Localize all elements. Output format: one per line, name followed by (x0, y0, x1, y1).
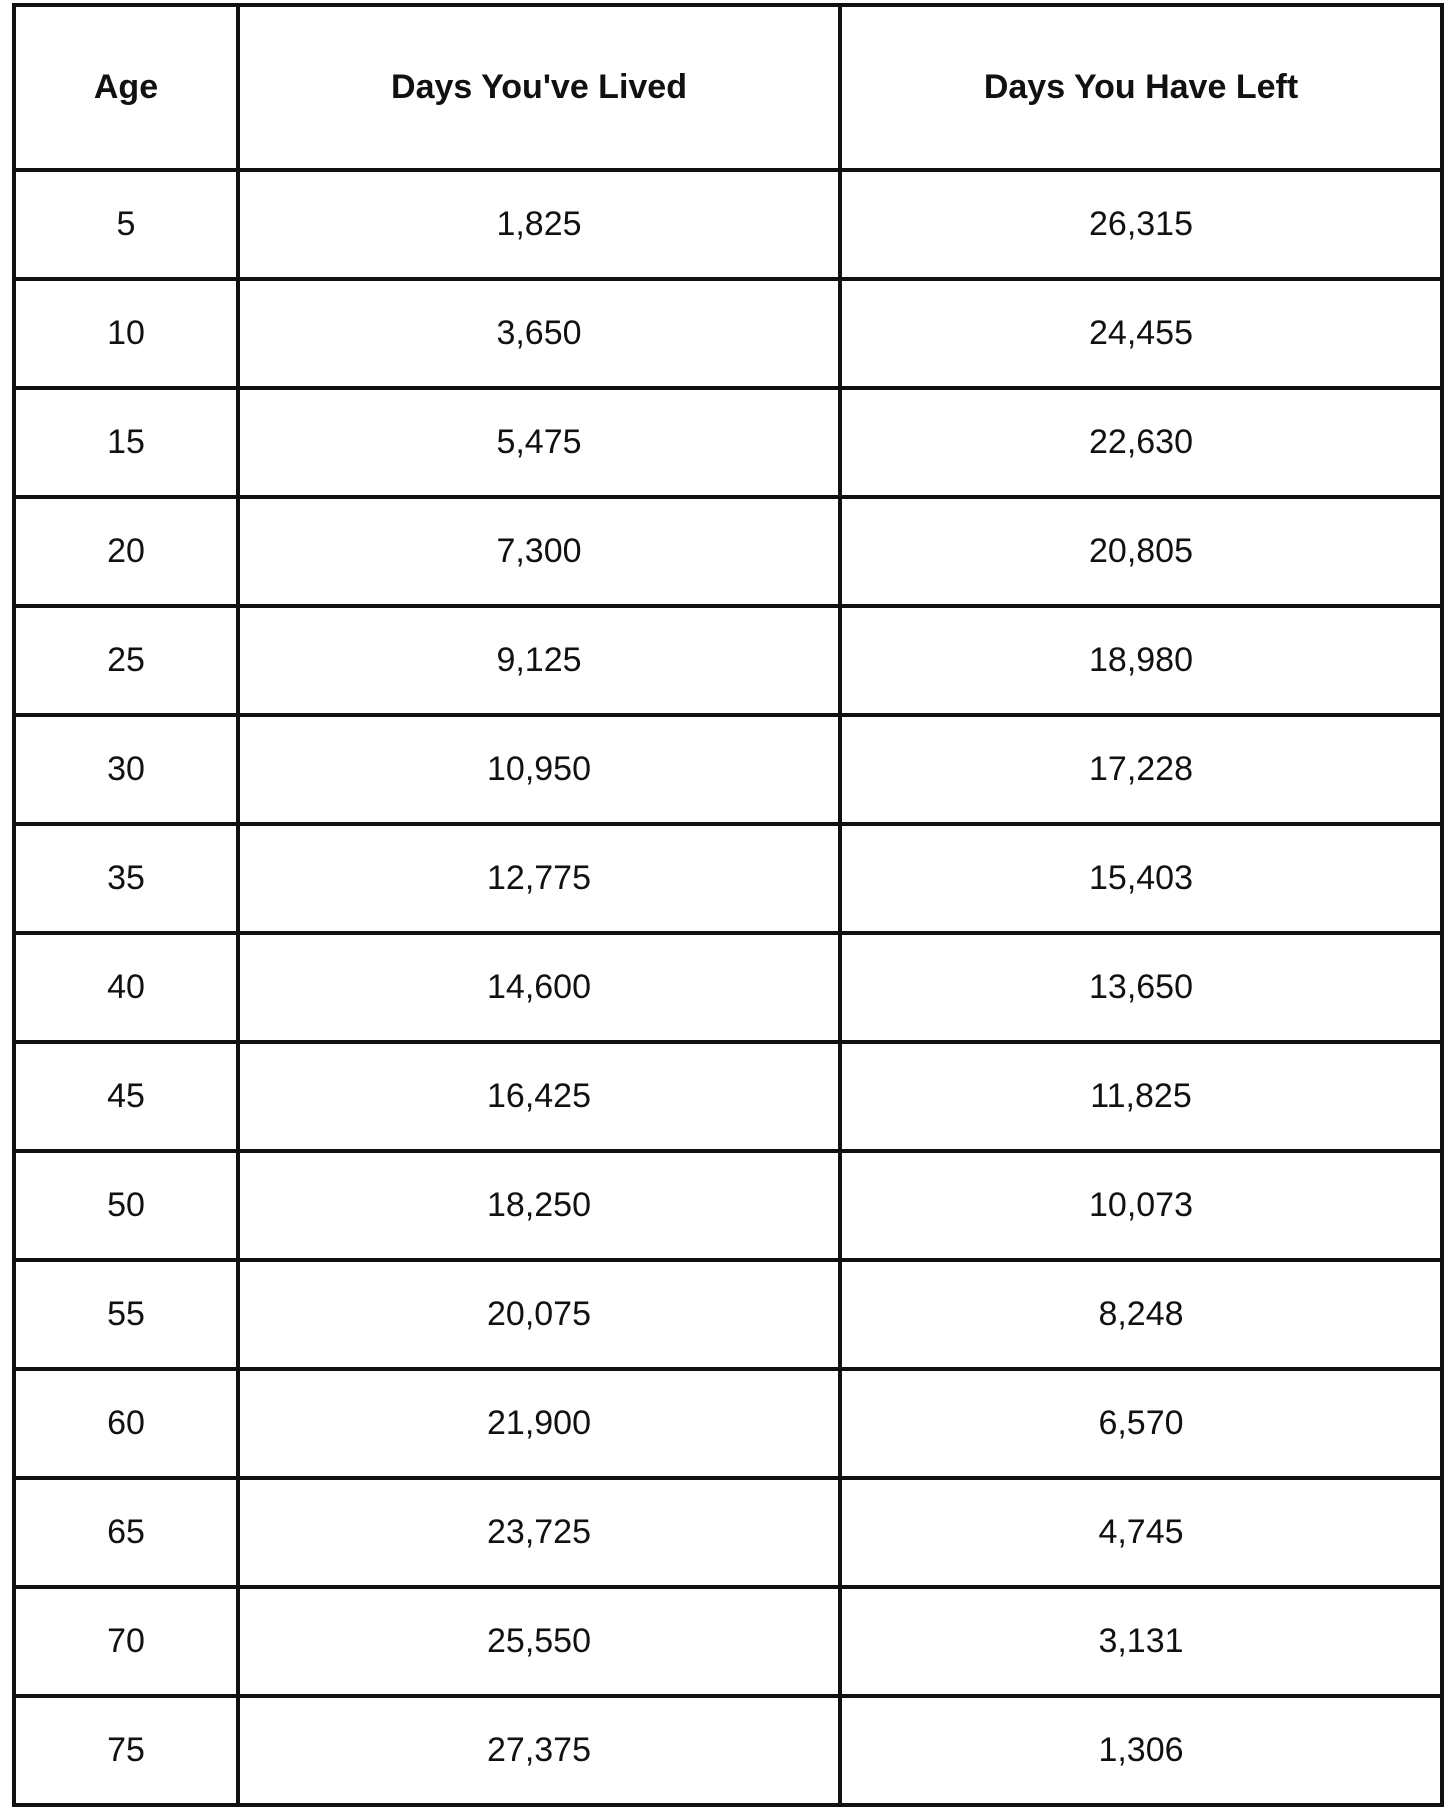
header-days-left: Days You Have Left (840, 5, 1442, 170)
days-left-cell: 26,315 (840, 170, 1442, 279)
table-row (14, 824, 1442, 933)
days-left-cell: 3,131 (840, 1587, 1442, 1696)
days-lived-cell: 18,250 (238, 1151, 840, 1260)
table-row (14, 1696, 1442, 1805)
days-left-cell: 10,073 (840, 1151, 1442, 1260)
age-cell: 30 (14, 715, 238, 824)
age-cell: 10 (14, 279, 238, 388)
table-row (14, 170, 1442, 279)
age-cell: 5 (14, 170, 238, 279)
days-left-cell: 6,570 (840, 1369, 1442, 1478)
days-lived-cell: 1,825 (238, 170, 840, 279)
table-row (14, 1369, 1442, 1478)
days-lived-cell: 16,425 (238, 1042, 840, 1151)
days-lived-cell: 12,775 (238, 824, 840, 933)
table-header (14, 5, 1442, 170)
days-left-cell: 4,745 (840, 1478, 1442, 1587)
table-row (14, 1260, 1442, 1369)
age-cell: 55 (14, 1260, 238, 1369)
days-left-cell: 1,306 (840, 1696, 1442, 1805)
table-row (14, 1151, 1442, 1260)
age-cell: 70 (14, 1587, 238, 1696)
header-days-lived: Days You've Lived (238, 5, 840, 170)
days-lived-cell: 9,125 (238, 606, 840, 715)
days-lived-cell: 3,650 (238, 279, 840, 388)
table-row (14, 279, 1442, 388)
table-body (14, 170, 1442, 1805)
table-row (14, 933, 1442, 1042)
days-lived-cell: 5,475 (238, 388, 840, 497)
days-lived-cell: 10,950 (238, 715, 840, 824)
age-cell: 15 (14, 388, 238, 497)
days-lived-table (12, 3, 1444, 1807)
header-age: Age (14, 5, 238, 170)
days-lived-cell: 7,300 (238, 497, 840, 606)
days-left-cell: 20,805 (840, 497, 1442, 606)
days-lived-cell: 14,600 (238, 933, 840, 1042)
age-cell: 60 (14, 1369, 238, 1478)
age-cell: 25 (14, 606, 238, 715)
days-left-cell: 22,630 (840, 388, 1442, 497)
table-row (14, 606, 1442, 715)
age-cell: 35 (14, 824, 238, 933)
days-lived-cell: 23,725 (238, 1478, 840, 1587)
days-left-cell: 11,825 (840, 1042, 1442, 1151)
age-cell: 40 (14, 933, 238, 1042)
table-row (14, 1587, 1442, 1696)
days-lived-cell: 21,900 (238, 1369, 840, 1478)
age-cell: 75 (14, 1696, 238, 1805)
table-row (14, 715, 1442, 824)
table-row (14, 1478, 1442, 1587)
days-lived-cell: 27,375 (238, 1696, 840, 1805)
age-cell: 45 (14, 1042, 238, 1151)
age-cell: 65 (14, 1478, 238, 1587)
days-lived-cell: 25,550 (238, 1587, 840, 1696)
age-cell: 50 (14, 1151, 238, 1260)
age-cell: 20 (14, 497, 238, 606)
days-left-cell: 18,980 (840, 606, 1442, 715)
days-left-cell: 24,455 (840, 279, 1442, 388)
days-left-cell: 17,228 (840, 715, 1442, 824)
days-left-cell: 13,650 (840, 933, 1442, 1042)
header-row (14, 5, 1442, 170)
days-left-cell: 15,403 (840, 824, 1442, 933)
table-row (14, 497, 1442, 606)
table-row (14, 1042, 1442, 1151)
days-left-cell: 8,248 (840, 1260, 1442, 1369)
table-row (14, 388, 1442, 497)
days-lived-cell: 20,075 (238, 1260, 840, 1369)
